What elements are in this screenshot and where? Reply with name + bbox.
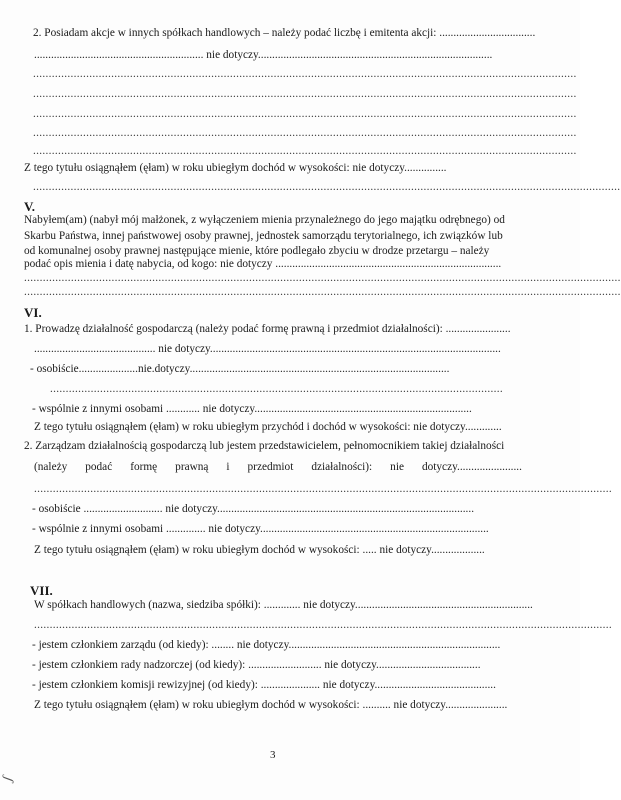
dotted-fill-line: .............................................................................................................................................................................. xyxy=(33,108,577,120)
dotted-fill-line: ......................................................................................................................................................................................... xyxy=(34,619,612,631)
section-vi-item1-answer: ........................................... nie dotyczy....................................................................................................... xyxy=(34,343,501,355)
word: nie xyxy=(390,461,404,473)
section-vii-board-member: - jestem członkiem zarządu (od kiedy): ........ nie dotyczy........................................................................... xyxy=(32,639,501,651)
dotted-fill-line: .............................................................................................................................................................................. xyxy=(33,127,577,139)
section-vii-companies-line: W spółkach handlowych (nazwa, siedziba spółki): ............. nie dotyczy............................................................... xyxy=(34,599,533,611)
dotted-fill-line: .............................................................................................................................................................................. xyxy=(33,68,577,80)
section-vi-heading: VI. xyxy=(24,305,42,320)
word: działalności): xyxy=(311,461,373,473)
dotted-fill-line: .............................................................................................................................................................................. xyxy=(33,88,577,100)
section-vi-item2-jointly: - wspólnie z innymi osobami .............. nie dotyczy................................................................................. xyxy=(32,523,489,535)
word: prawną xyxy=(175,461,209,473)
dotted-fill-line: ......................................................................................................................................................................................... xyxy=(34,483,612,495)
q2-income-line: Z tego tytułu osiągnąłem (ęłam) w roku ubiegłym dochód w wysokości: nie dotyczy............... xyxy=(24,162,447,174)
section-v-heading: V. xyxy=(24,199,35,214)
section-vi-item2-form-line xyxy=(34,462,522,473)
section-vi-item2-question: 2. Zarządzam działalnością gospodarczą lub jestem przedstawicielem, pełnomocnikiem takiej działalności xyxy=(24,440,505,452)
section-vi-item1-income: Z tego tytułu osiągnąłem (ęłam) w roku ubiegłym przychód i dochód w wysokości: nie dotyczy............. xyxy=(34,421,502,433)
dotted-fill-line: .............................................................................................................................................................................. xyxy=(33,145,577,157)
section-v-text-line1: Nabyłem(am) (nabył mój małżonek, z wyłączeniem mienia przynależnego do jego majątku odrębnego) od xyxy=(24,214,505,226)
section-vi-item2-personally: - osobiście ............................ nie dotyczy........................................................................................... xyxy=(32,503,475,515)
section-vi-item1-jointly: - wspólnie z innymi osobami ............ nie dotyczy............................................................................. xyxy=(32,403,472,415)
section-vi-item1-personally: - osobiście.....................nie.dotyczy............................................................................................ xyxy=(30,363,450,375)
section-v-text-line2: Skarbu Państwa, innej państwowej osoby prawnej, jednostek samorządu terytorialnego, ich związków lub xyxy=(24,230,503,242)
word: i xyxy=(226,461,230,473)
word: (należy xyxy=(34,461,68,473)
word: przedmiot xyxy=(247,461,294,473)
section-vi-item1-question: 1. Prowadzę działalność gospodarczą (należy podać formę prawną i przedmiot działalności): ....................... xyxy=(24,323,511,335)
word: formę xyxy=(130,461,158,473)
section-vii-income: Z tego tytułu osiągnąłem (ęłam) w roku ubiegłym dochód w wysokości: .......... nie dotyczy...................... xyxy=(34,699,508,711)
section-vii-heading: VII. xyxy=(30,583,53,598)
scan-margin-mark: ʃ xyxy=(0,774,16,784)
section-v-text-line3: od komunalnej osoby prawnej następujące mienie, które podlegało zbyciu w drodze przetargu – należy xyxy=(24,245,490,257)
page-number: 3 xyxy=(270,749,276,761)
word: dotyczy....................... xyxy=(421,461,522,473)
dotted-fill-line: ................................................................................................................................................. xyxy=(50,383,504,395)
section-vii-supervisory-board: - jestem członkiem rady nadzorczej (od kiedy): .......................... nie dotyczy..................................... xyxy=(32,659,481,671)
dotted-fill-line: ............................................................................................................................................................................................ xyxy=(33,181,621,193)
section-vii-audit-committee: - jestem członkiem komisji rewizyjnej (od kiedy): ..................... nie dotyczy........................................... xyxy=(32,679,496,691)
dotted-fill-line: ............................................................................................................................................................................................... xyxy=(24,272,621,284)
dotted-fill-line: ............................................................................................................................................................................................... xyxy=(24,286,621,298)
word: podać xyxy=(85,461,113,473)
q2-shares-question: 2. Posiadam akcje w innych spółkach handlowych – należy podać liczbę i emitenta akcji: .................................. xyxy=(33,27,536,39)
q2-answer-line: ............................................................ nie dotyczy................................................................................... xyxy=(34,49,493,61)
section-vi-item2-income: Z tego tytułu osiągnąłem (ęłam) w roku ubiegłym dochód w wysokości: ..... nie dotyczy................... xyxy=(34,544,485,556)
section-v-text-line4: podać opis mienia i datę nabycia, od kogo: nie dotyczy ................................................................................ xyxy=(24,258,502,270)
